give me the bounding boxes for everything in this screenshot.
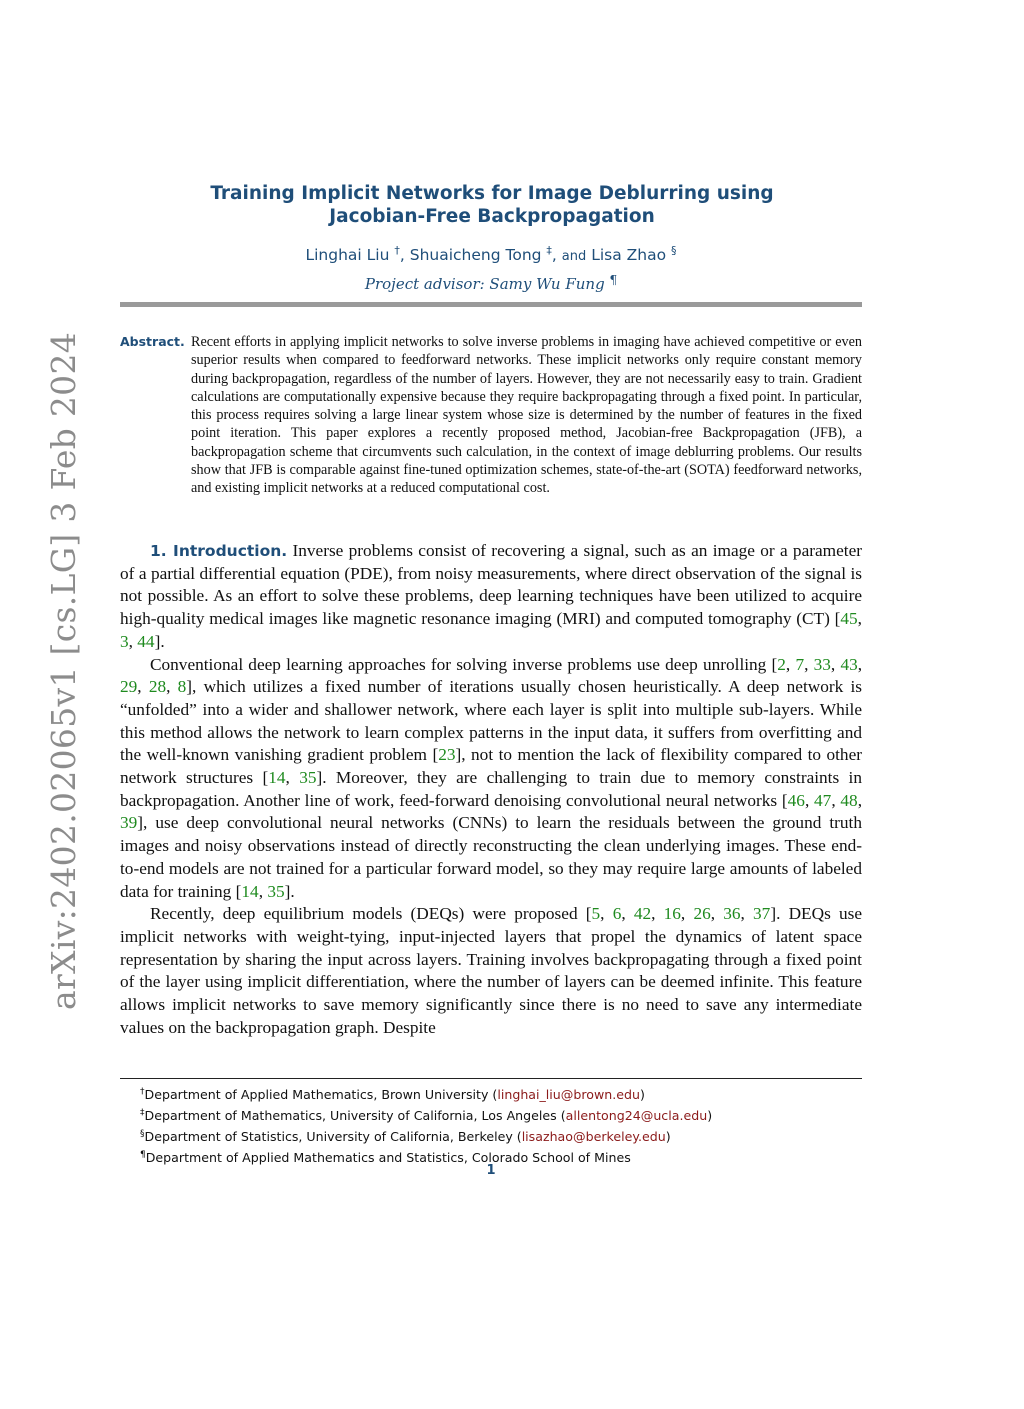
paragraph xyxy=(120,540,862,654)
citation-link[interactable]: 5 xyxy=(591,904,601,924)
citation-link[interactable]: 7 xyxy=(795,654,805,674)
section-heading: 1. Introduction. xyxy=(150,542,288,560)
citation-link[interactable]: 42 xyxy=(633,904,652,924)
citation-link[interactable]: 44 xyxy=(137,631,155,651)
title-divider xyxy=(120,302,862,307)
footnote-mark: † xyxy=(140,1087,145,1097)
email-link[interactable]: linghai_liu@brown.edu xyxy=(497,1087,640,1102)
advisor-text: Project advisor: Samy Wu Fung xyxy=(364,275,605,293)
citation-link[interactable]: 39 xyxy=(120,813,138,833)
citation-link[interactable]: 26 xyxy=(693,904,711,924)
footnote-text: Department of Applied Mathematics and Statistics, Colorado School of Mines xyxy=(145,1150,631,1165)
footnote xyxy=(140,1083,862,1104)
footnotes xyxy=(140,1083,862,1167)
citation-link[interactable]: 46 xyxy=(787,790,805,810)
author-mark: † xyxy=(394,244,400,257)
citation-link[interactable]: 47 xyxy=(814,790,832,810)
citation-link[interactable]: 6 xyxy=(612,904,622,924)
citation-link[interactable]: 23 xyxy=(438,745,456,765)
footnote-mark: ‡ xyxy=(140,1108,145,1118)
citation-link[interactable]: 35 xyxy=(299,768,317,788)
para-content: Recently, deep equilibrium models (DEQs) were proposed [5, 6, 42, 16, 26, 36, 37]. DEQs use implicit networks with weight-tying, input-injected layers that propel the dynamics of latent space representation by sharing the input across layers. Training involves backpropagating through a fixed point of the layer using implicit differentiation, where the number of layers can be deemed infinite. This feature allows implicit networks to save memory significantly since there is no need to save any intermediate values on the backpropagation graph. Despite xyxy=(120,904,863,1037)
author-mark: § xyxy=(671,244,677,257)
citation-link[interactable]: 14 xyxy=(241,881,259,901)
author-name: Linghai Liu xyxy=(305,246,390,264)
abstract-text: Recent efforts in applying implicit networks to solve inverse problems in imaging have achieved competitive or even superior results when compared to feedforward networks. These implicit networks only require constant memory during backpropagation, regardless of the number of layers. However, they are not necessarily easy to train. Gradient calculations are computationally expensive because they require backpropagating through a fixed point. In particular, this process requires solving a large linear system whose size is determined by the number of features in the fixed point iteration. This paper explores a recently proposed method, Jacobian-free Backpropagation (JFB), a backpropagation scheme that circumvents such calculation, in the context of image deblurring problems. Our results show that JFB is comparable against fine-tuned optimization schemes, state-of-the-art (SOTA) feedforward networks, and existing implicit networks at a reduced computational cost. xyxy=(191,334,862,497)
author-name: Lisa Zhao xyxy=(591,246,667,264)
citation-link[interactable]: 8 xyxy=(177,677,187,697)
arxiv-side-stamp: arXiv:2402.02065v1 [cs.LG] 3 Feb 2024 xyxy=(44,331,83,1010)
citation-link[interactable]: 37 xyxy=(753,904,771,924)
footnote-end: ) xyxy=(707,1108,713,1123)
footnote xyxy=(140,1125,862,1146)
citation-link[interactable]: 35 xyxy=(267,881,285,901)
page-number: 1 xyxy=(486,1163,496,1178)
author-line xyxy=(120,244,862,264)
advisor-mark: ¶ xyxy=(609,273,618,287)
body-text xyxy=(120,540,862,1039)
author-mark: ‡ xyxy=(546,244,552,257)
citation-link[interactable]: 3 xyxy=(120,631,129,651)
email-link[interactable]: allentong24@ucla.edu xyxy=(565,1108,708,1123)
paper-title: Training Implicit Networks for Image Deblurring using Jacobian-Free Backpropagation xyxy=(210,183,774,227)
footnote-text: Department of Statistics, University of California, Berkeley ( xyxy=(144,1129,522,1144)
citation-link[interactable]: 2 xyxy=(777,654,786,674)
author-separator: , xyxy=(551,246,557,264)
paragraph xyxy=(120,903,862,1039)
abstract-label: Abstract. xyxy=(120,334,185,349)
author-separator: , xyxy=(399,246,405,264)
footnote-mark: ¶ xyxy=(140,1150,146,1160)
project-advisor xyxy=(120,273,862,293)
citation-link[interactable]: 14 xyxy=(268,768,286,788)
citation-link[interactable]: 16 xyxy=(663,904,681,924)
paragraph xyxy=(120,654,862,904)
author-name: Shuaicheng Tong xyxy=(409,246,542,264)
citation-link[interactable]: 48 xyxy=(840,790,858,810)
footnote-text: Department of Applied Mathematics, Brown University ( xyxy=(144,1087,498,1102)
footnote xyxy=(140,1104,862,1125)
email-link[interactable]: lisazhao@berkeley.edu xyxy=(521,1129,666,1144)
footnote-end: ) xyxy=(665,1129,671,1144)
footnote-end: ) xyxy=(640,1087,645,1102)
citation-link[interactable]: 33 xyxy=(813,654,831,674)
citation-link[interactable]: 45 xyxy=(840,609,858,629)
footnote-mark: § xyxy=(140,1129,145,1139)
footnote-text: Department of Mathematics, University of California, Los Angeles ( xyxy=(144,1108,566,1123)
citation-link[interactable]: 36 xyxy=(723,904,741,924)
citation-link[interactable]: 43 xyxy=(840,654,858,674)
author-and: and xyxy=(561,249,587,264)
para-content: Inverse problems consist of recovering a signal, such as an image or a parameter of a partial differential equation (PDE), from noisy measurements, where direct observation of the signal is not possible. As an effort to solve these problems, deep learning techniques have been utilized to acquire high-quality medical images like magnetic resonance imaging (MRI) and computed tomography (CT) [45, 3, 44]. xyxy=(120,541,863,651)
citation-link[interactable]: 29 xyxy=(120,677,138,697)
para-content: Conventional deep learning approaches for solving inverse problems use deep unrolling [2, 7, 33, 43, 29, 28, 8], which utilizes a fixed number of iterations usually chosen heuristically. A deep network is “unfolded” into a wider and shallower network, where each layer is split into multiple sub-layers. While this method allows the network to learn complex patterns in the input data, it suffers from overfitting and the well-known vanishing gradient problem [23], not to mention the lack of flexibility compared to other network structures [14, 35]. Moreover, they are challenging to train due to memory constraints in backpropagation. Another line of work, feed-forward denoising convolutional neural networks [46, 47, 48, 39], use deep convolutional neural networks (CNNs) to learn the residuals between the ground truth images and noisy observations instead of directly reconstructing the clean underlying images. These end-to-end models are not trained for a particular forward model, so they may require large amounts of labeled data for training [14, 35]. xyxy=(120,654,863,901)
footnote-divider xyxy=(120,1078,862,1079)
citation-link[interactable]: 28 xyxy=(148,677,167,697)
